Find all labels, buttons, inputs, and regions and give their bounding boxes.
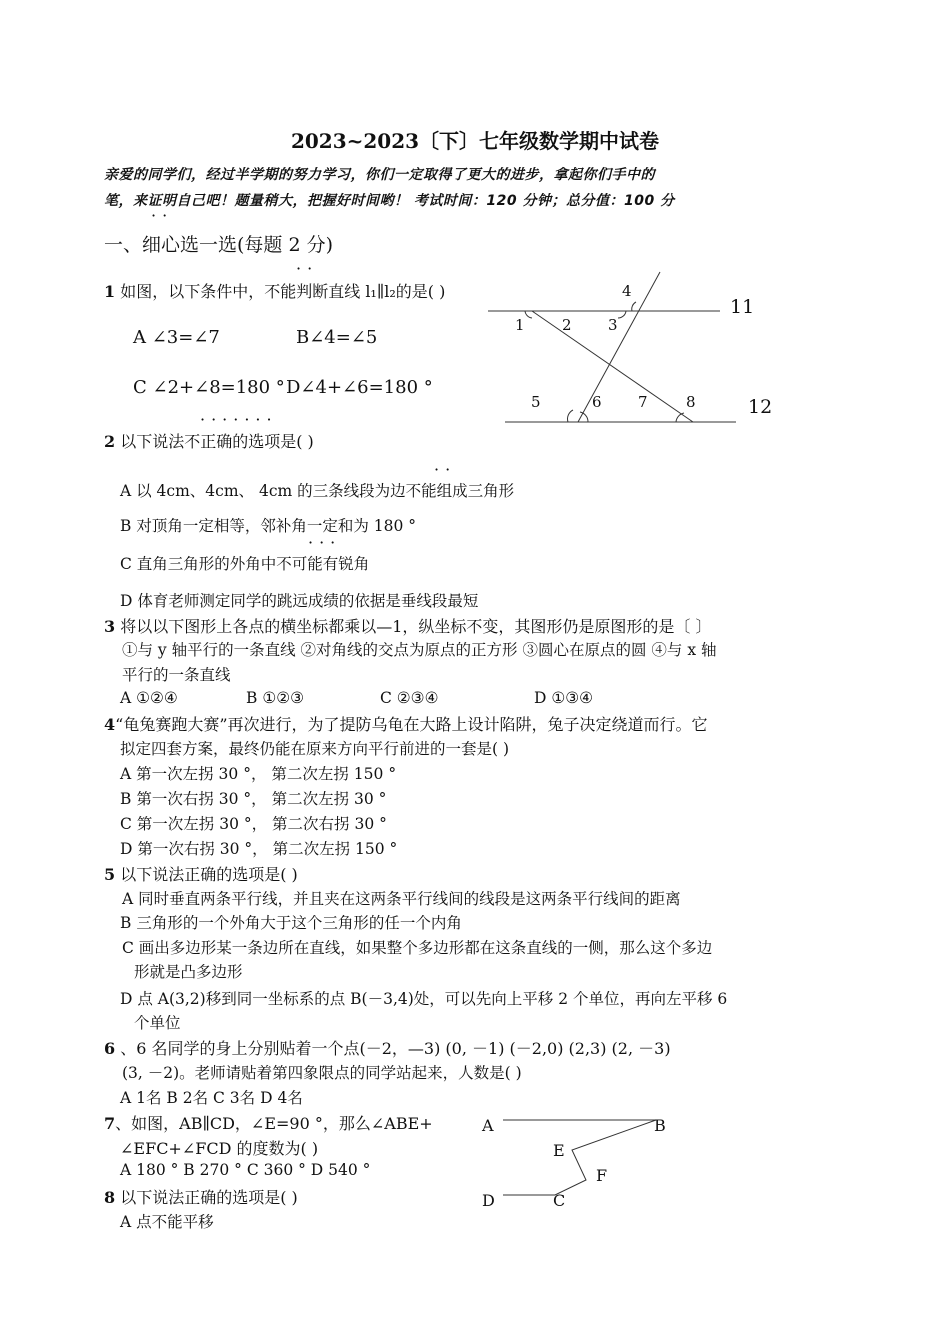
emphasis-dots: ·· [151, 206, 174, 225]
q5-option-d-cont: 个单位 [134, 1014, 181, 1032]
question-stem: 以下说法不正确的选项是( ) [115, 432, 314, 451]
q4-option-b: B 第一次右拐 30 °， 第二次左拐 30 ° [120, 790, 387, 808]
angle-1-label: 1 [515, 316, 525, 334]
section-heading: 一、细心选一选(每题 2 分) [104, 234, 333, 256]
q1-option-b: B∠4=∠5 [296, 327, 378, 348]
q5-option-c: C 画出多边形某一条边所在直线，如果整个多边形都在这条直线的一侧，那么这个多边 [122, 939, 713, 957]
q5-option-a: A 同时垂直两条平行线，并且夹在这两条平行线间的线段是这两条平行线间的距离 [122, 890, 681, 908]
q7-options: A 180 ° B 270 ° C 360 ° D 540 ° [120, 1161, 371, 1179]
emphasis-dots: ·· [434, 460, 457, 479]
q6-line-2: (3, －2)。老师请贴着第四象限点的同学站起来，人数是( ) [122, 1064, 522, 1082]
q4-option-a: A 第一次左拐 30 °， 第二次左拐 150 ° [120, 765, 397, 783]
angle-3-label: 3 [608, 316, 618, 334]
question-stem: “龟兔赛跑大赛”再次进行，为了提防乌龟在大路上设计陷阱，兔子决定绕道而行。它 [115, 715, 708, 734]
q3-option-c: C ②③④ [380, 689, 439, 707]
q5-option-d: D 点 A(3,2)移到同一坐标系的点 B(－3,4)处，可以先向上平移 2 个单位，再向左平移 6 [120, 990, 728, 1008]
point-a-label: A [482, 1116, 494, 1135]
point-c-label: C [553, 1191, 566, 1210]
q7-line-2: ∠EFC+∠FCD 的度数为( ) [120, 1139, 319, 1158]
q6-options: A 1名 B 2名 C 3名 D 4名 [120, 1089, 303, 1107]
angle-5-label: 5 [531, 393, 541, 411]
q3-option-b: B ①②③ [246, 689, 305, 707]
angle-4-label: 4 [622, 282, 632, 300]
angle-7-label: 7 [638, 393, 648, 411]
q1-option-c: C ∠2+∠8=180 ° [133, 377, 285, 398]
q4-option-c: C 第一次左拐 30 °， 第二次右拐 30 ° [120, 815, 387, 833]
point-f-label: F [596, 1166, 608, 1185]
question-number: 4 [104, 715, 116, 734]
line-l2-label: 12 [748, 396, 773, 418]
q3-option-a: A ①②④ [120, 689, 178, 707]
angle-6-label: 6 [592, 393, 602, 411]
q3-line-2: ①与 y 轴平行的一条直线 ②对角线的交点为原点的正方形 ③圆心在原点的圆 ④与 x 轴 [122, 641, 717, 659]
angle-8-label: 8 [686, 393, 696, 411]
q1-option-a: A ∠3=∠7 [133, 327, 220, 348]
question-number: 8 [104, 1188, 116, 1207]
q3-option-d: D ①③④ [534, 689, 594, 707]
angle-2-label: 2 [562, 316, 572, 334]
emphasis-dots: ······· [200, 410, 278, 429]
q2-option-b: B 对顶角一定相等，邻补角一定和为 180 ° [120, 517, 417, 535]
q5-option-c-cont: 形就是凸多边形 [134, 963, 243, 981]
q3-line-3: 平行的一条直线 [122, 666, 231, 684]
question-8 [104, 1185, 298, 1208]
question-number: 5 [104, 865, 116, 884]
point-b-label: B [654, 1116, 666, 1135]
point-e-label: E [553, 1141, 565, 1160]
intro-line-2: 笔，来证明自己吧！题量稍大，把握好时间哟！ 考试时间：120 分钟；总分值：100 分 [104, 193, 675, 209]
question-stem: 以下说法正确的选项是( ) [115, 1188, 298, 1207]
q5-option-b: B 三角形的一个外角大于这个三角形的任一个内角 [120, 914, 462, 932]
question-stem: 将以以下图形上各点的横坐标都乘以—1，纵坐标不变，其图形仍是原图形的是〔 〕 [115, 617, 712, 636]
question-number: 7 [104, 1114, 116, 1133]
point-d-label: D [482, 1191, 495, 1210]
q1-option-d: D∠4+∠6=180 ° [286, 377, 433, 398]
emphasis-dots: ·· [296, 259, 319, 278]
question-number: 3 [104, 617, 116, 636]
q8-option-a: A 点不能平移 [120, 1213, 214, 1231]
page-title: 2023~2023〔下〕七年级数学期中试卷 [290, 129, 660, 153]
q2-option-a: A 以 4cm、4cm、 4cm 的三条线段为边不能组成三角形 [120, 482, 515, 500]
question-number: 2 [104, 432, 116, 451]
question-stem: 、6 名同学的身上分别贴着一个点(－2，—3) (0, －1) (－2,0) (2,3) (2, －3) [115, 1039, 671, 1058]
question-number: 1 [104, 282, 116, 301]
q4-option-d: D 第一次右拐 30 °， 第二次左拐 150 ° [120, 840, 398, 858]
emphasis-dots: ··· [308, 533, 342, 552]
question-stem: 如图，以下条件中，不能判断直线 l₁∥l₂的是( ) [115, 282, 446, 301]
line-l1-label: 11 [730, 296, 755, 318]
question-stem: 、如图，AB∥CD，∠E=90 °，那么∠ABE+ [115, 1114, 433, 1133]
intro-line-1: 亲爱的同学们，经过半学期的努力学习，你们一定取得了更大的进步，拿起你们手中的 [104, 167, 655, 183]
question-stem: 以下说法正确的选项是( ) [115, 865, 298, 884]
q2-option-c: C 直角三角形的外角中不可能有锐角 [120, 555, 370, 573]
question-number: 6 [104, 1039, 116, 1058]
q4-line-2: 拟定四套方案，最终仍能在原来方向平行前进的一套是( ) [120, 740, 510, 758]
q2-option-d: D 体育老师测定同学的跳远成绩的依据是垂线段最短 [120, 592, 479, 610]
